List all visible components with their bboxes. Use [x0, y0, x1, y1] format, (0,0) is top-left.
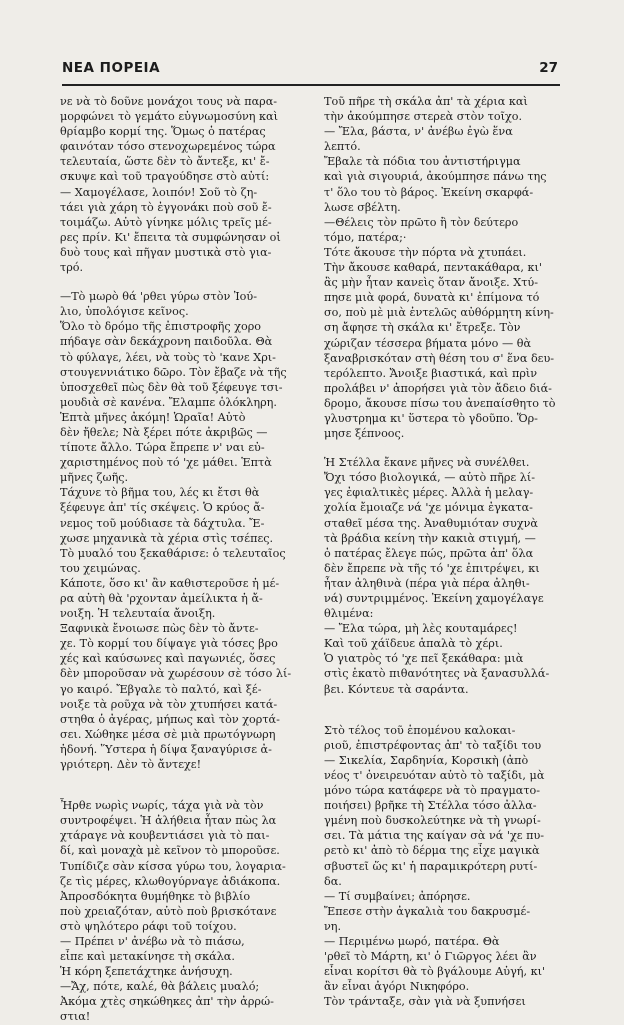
text-line: νοιξη. Ἡ τελευταία ἄνοιξη. [60, 607, 216, 621]
text-line: δὲν ἤθελε; Νὰ ξέρει πότε ἀκριβῶς — [60, 425, 268, 439]
section-gap [324, 697, 568, 723]
text-line: — Ἔλα τώρα, μὴ λὲς κουταμάρες! [324, 622, 518, 636]
text-line: τερόλεπτο. Ἄνοιξε βιαστικά, καὶ πρὶν [324, 366, 538, 380]
text-line: τὴν ἀκούμπησε στερεὰ στὸν τοῖχο. [324, 110, 523, 124]
text-line: θρίαμβο κορμί της. Ὅμως ὁ πατέρας [60, 125, 266, 139]
text-line: βει. Κόντευε τὰ σαράντα. [324, 682, 469, 696]
text-line: — Τί συμβαίνει; ἀπόρησε. [324, 889, 471, 903]
text-line: τάει γιὰ χάρη τὸ ἐγγονάκι ποὺ σοῦ ἔ- [60, 200, 272, 214]
text-line: δρομο, ἄκουσε πίσω του ἀνεπαίσθητο τὸ [324, 396, 556, 410]
text-line: Τὸ μυαλό του ξεκαθάρισε: ὁ τελευταῖος [60, 546, 286, 560]
text-line: χαριστημένος ποὺ τό 'χε μάθει. Ἑπτὰ [60, 456, 272, 470]
text-line: συντροφέψει. Ἡ ἀλήθεια ἦταν πὼς λα [60, 814, 277, 828]
text-line: ξέφευγε ἀπ' τίς σκέψεις. Ὁ κρύος ἄ- [60, 501, 265, 515]
text-line: ρετὸ κι' ἀπὸ τὸ δέρμα της εἶχε μαγικὰ [324, 844, 540, 858]
text-line: — Χαμογέλασε, λοιπόν! Σοῦ τὸ ζη- [60, 185, 258, 199]
text-line: ἡδονή. Ὕστερα ἡ δίψα ξαναγύρισε ἀ- [60, 742, 272, 756]
text-line: νε νὰ τὸ δοῦνε μονάχοι τους νὰ παρα- [60, 95, 278, 108]
text-line: — Πρέπει ν' ἀνέβω νὰ τὸ πιάσω, [60, 934, 245, 948]
left-block-2 [60, 289, 304, 772]
text-line: —Ἄχ, πότε, καλέ, θὰ βάλεις μυαλό; [60, 980, 260, 994]
text-line: μόνο τώρα κατάφερε νὰ τὸ πραγματο- [324, 784, 541, 798]
text-line: προλάβει ν' ἀπορήσει γιὰ τὸν ἄδειο διά- [324, 381, 552, 395]
text-line: μορφώνει τὸ γεμάτο εὐγνωμοσύνη καὶ [60, 110, 278, 124]
text-line: τὰ βράδια κείνη τὴν κακιὰ στιγμή, — [324, 531, 536, 545]
right-block-3 [324, 723, 568, 1010]
text-line: —Θέλεις τὸν πρῶτο ἢ τὸν δεύτερο [324, 215, 519, 229]
text-line: Κάποτε, ὅσο κι' ἂν καθιστεροῦσε ἡ μέ- [60, 576, 280, 590]
text-line: χωσε μηχανικὰ τὰ χέρια στὶς τσέπες. [60, 531, 274, 545]
text-line: τόμο, πατέρα;· [324, 230, 407, 244]
text-line: Τυπίδιζε σὰν κίσσα γύρω του, λογαρια- [60, 859, 286, 873]
text-line: σταθεῖ μέσα της. Ἀναθυμιόταν συχνὰ [324, 516, 538, 530]
text-line: πησε μιὰ φορά, δυνατὰ κι' ἐπίμονα τό [324, 291, 540, 305]
text-line: λεπτό. [324, 140, 361, 154]
text-line: ξαναβρισκόταν στὴ θέση του σ' ἕνα δευ- [324, 351, 555, 365]
text-line: λωσε σβέλτη. [324, 200, 401, 214]
text-line: τίποτε ἄλλο. Τώρα ἔπρεπε ν' ναι εὐ- [60, 441, 265, 455]
text-line: Ἡ κόρη ξεπετάχτηκε ἀνήσυχη. [60, 965, 233, 979]
text-line: ποὺ χρειαζόταν, αὐτὸ ποὺ βρισκότανε [60, 904, 277, 918]
text-line: δὲν μποροῦσαν νὰ χωρέσουν σὲ τόσο λί- [60, 667, 292, 681]
section-gap [60, 772, 304, 798]
text-line: μουδιὰ σὲ κανένα. Ἔλαμπε ὁλόκληρη. [60, 395, 277, 409]
text-line: ριοῦ, ἐπιστρέφοντας ἀπ' τὸ ταξίδι του [324, 738, 542, 752]
text-line: θλιμένα: [324, 607, 374, 621]
text-line: Καὶ τοῦ χάϊδευε ἁπαλὰ τὸ χέρι. [324, 637, 503, 651]
text-line: Στὸ τέλος τοῦ ἑπομένου καλοκαι- [324, 723, 516, 737]
text-line: νά) συντριμμένος. Ἐκείνη χαμογέλαγε [324, 592, 544, 605]
text-line: εἶπε καὶ μετακίνησε τὴ σκάλα. [60, 950, 235, 964]
text-line: — Περιμένω μωρό, πατέρα. Θὰ [324, 934, 500, 948]
text-line: στὶς ἑκατὸ πιθανότητες νὰ ξανασυλλά- [324, 667, 550, 681]
text-line: Τότε ἄκουσε τὴν πόρτα νὰ χτυπάει. [324, 245, 527, 259]
paragraph-gap [324, 441, 568, 455]
text-line: —Τὸ μωρὸ θά 'ρθει γύρω στὸν Ἰού- [60, 290, 257, 304]
text-line: 'ρθεῖ τὸ Μάρτη, κι' ὁ Γιῶργος λέει ἂν [324, 950, 537, 964]
text-line: χές καὶ καύσωνες καὶ παγωνιές, ὅσες [60, 652, 276, 666]
text-line: σκυψε καὶ τοῦ τραγούδησε στὸ αὐτί: [60, 170, 270, 184]
text-line: ρες πρίν. Κι' ἔπειτα τὰ συμφώνησαν οἱ [60, 230, 281, 244]
paragraph-gap [60, 275, 304, 289]
text-line: — Ἔλα, βάστα, ν' ἀνέβω ἐγὼ ἕνα [324, 125, 513, 139]
text-line: ρα αὐτὴ θὰ 'ρχονταν ἀμείλικτα ἡ ἄ- [60, 592, 263, 605]
text-line: δυὸ τους καὶ πῆγαν μυστικὰ στὸ για- [60, 245, 272, 259]
text-line: Ἦρθε νωρὶς νωρίς, τάχα γιὰ νὰ τὸν [60, 799, 264, 813]
text-line: Τοῦ πῆρε τὴ σκάλα ἀπ' τὰ χέρια καὶ [324, 95, 528, 108]
text-line: στὸ ψηλότερο ράφι τοῦ τοίχου. [60, 919, 237, 933]
text-line: Ὄχι τόσο βιολογικά, — αὐτὸ πῆρε λί- [324, 471, 536, 485]
text-line: Ἡ Στέλλα ἔκανε μῆνες νὰ συνέλθει. [324, 456, 530, 470]
text-line: σο, ποὺ μὲ μιὰ ἐντελῶς αὐθόρμητη κίνη- [324, 306, 554, 320]
text-line: Ἀπροσδόκητα θυμήθηκε τὸ βιβλίο [60, 889, 251, 903]
text-line: στηθα ὁ ἀγέρας, μήπως καὶ τὸν χορτά- [60, 712, 280, 726]
text-line: λιο, ὑπολόγισε κεῖνος. [60, 305, 189, 319]
text-line: ἦταν ἀληθινὰ (πέρα γιὰ πέρα ἀληθι- [324, 576, 530, 590]
header-rule [62, 84, 560, 86]
text-line: δί, καὶ μοναχὰ μὲ κεῖνον τὸ μποροῦσε. [60, 844, 280, 858]
text-line: δὲν ἔπρεπε νὰ τῆς τό 'χε ἐπιτρέψει, κι [324, 561, 540, 575]
text-line: φαινόταν τόσο στενοχωρεμένος τώρα [60, 140, 276, 154]
text-line: νοιξε τὰ ροῦχα νὰ τὸν χτυπήσει κατά- [60, 697, 278, 711]
text-line: Τὸν τράνταξε, σὰν γιὰ νὰ ξυπνήσει [324, 995, 526, 1009]
text-line: Ἔβαλε τὰ πόδια του ἀντιστήριγμα [324, 155, 521, 169]
text-line: γες ἐφιαλτικὲς μέρες. Ἀλλὰ ἡ μελαγ- [324, 486, 534, 500]
text-line: πήδαγε σὰν δεκάχρονη παιδοῦλα. Θὰ [60, 335, 273, 349]
text-line: χτάραγε νὰ κουβεντιάσει γιὰ τὸ παι- [60, 829, 270, 843]
text-line: δα. [324, 874, 342, 888]
right-block-2 [324, 455, 568, 697]
text-line: του χειμώνας. [60, 561, 141, 575]
text-line: γο καιρό. Ἔβγαλε τὸ παλτό, καὶ ξέ- [60, 682, 262, 696]
left-block-1 [60, 94, 304, 275]
left-column [60, 94, 304, 1025]
text-line: Τὴν ἄκουσε καθαρά, πεντακάθαρα, κι' [324, 261, 542, 275]
page-number: 27 [539, 60, 558, 76]
text-line: Ὁ γιατρὸς τό 'χε πεῖ ξεκάθαρα: μιὰ [324, 652, 524, 666]
text-line: γριότερη. Δὲν τὸ ἄντεχε! [60, 758, 202, 772]
text-line: ὑποσχεθεῖ πὼς δὲν θὰ τοῦ ξέφευγε τσι- [60, 380, 283, 394]
text-line: — Σικελία, Σαρδηνία, Κορσικὴ (ἀπὸ [324, 753, 529, 767]
text-line: νεμος τοῦ μούδιασε τὰ δάχτυλα. Ἔ- [60, 516, 265, 530]
text-line: καὶ γιὰ σιγουριά, ἀκούμπησε πάνω της [324, 170, 547, 184]
text-line: στια! [60, 1010, 91, 1024]
text-line: χε. Τὸ κορμί του δίψαγε γιὰ τόσες βρο [60, 637, 278, 651]
text-line: τ' ὅλο του τὸ βάρος. Ἐκείνη σκαρφά- [324, 185, 534, 199]
text-line: ποιήσει) βρῆκε τὴ Στέλλα τόσο ἀλλα- [324, 799, 537, 813]
text-line: ἂν εἶναι ἀγόρι Νικηφόρο. [324, 980, 470, 994]
text-line: Ἀκόμα χτὲς σηκώθηκες ἀπ' τὴν ἀρρώ- [60, 995, 274, 1009]
text-line: τελευταία, ὥστε δὲν τὸ ἄντεξε, κι' ἔ- [60, 155, 270, 169]
running-header [62, 60, 558, 82]
text-line: νέος τ' ὀνειρευόταν αὐτὸ τὸ ταξίδι, μὰ [324, 768, 545, 782]
text-line: γλυστρημα κι' ὕστερα τὸ γδοῦπο. Ὅρ- [324, 411, 538, 425]
text-line: τρό. [60, 261, 84, 275]
text-line: ὁ πατέρας ἔλεγε πώς, πρῶτα ἀπ' ὅλα [324, 546, 534, 560]
text-line: χώριζαν τέσσερα βήματα μόνο — θὰ [324, 336, 532, 350]
right-column [324, 94, 568, 1009]
text-line: ζε τὶς μέρες, κλωθογύρναγε ἀδιάκοπα. [60, 874, 281, 888]
text-line: μησε ξέπνοος. [324, 427, 405, 441]
right-block-1 [324, 94, 568, 441]
text-line: σει. Χώθηκε μέσα σὲ μιὰ πρωτόγνωρη [60, 727, 276, 741]
text-line: μῆνες ζωῆς. [60, 471, 129, 485]
text-line: Ὅλο τὸ δρόμο τῆς ἐπιστροφῆς χορο [60, 320, 262, 334]
text-line: Ἔπεσε στὴν ἀγκαλιὰ του δακρυσμέ- [324, 904, 531, 918]
text-line: ση ἄφησε τὴ σκάλα κι' ἔτρεξε. Τὸν [324, 321, 521, 335]
text-line: σει. Τὰ μάτια της καίγαν σὰ νά 'χε πυ- [324, 829, 545, 843]
text-line: χολία ἔμοιαζε νά 'χε μόνιμα ἐγκατα- [324, 501, 533, 515]
text-line: τοιμάζω. Αὐτὸ γίνηκε μόλις τρεῖς μέ- [60, 215, 272, 229]
text-line: στουγεννιάτικο δῶρο. Τὸν ἔβαζε νὰ τῆς [60, 365, 287, 379]
text-line: τὸ φύλαγε, λέει, νὰ τοὺς τὸ 'κανε Χρι- [60, 350, 276, 364]
text-line: Ἑπτὰ μῆνες ἀκόμη! Ὡραῖα! Αὐτὸ [60, 410, 246, 424]
text-line: ἂς μὴν ἦταν κανεὶς ὅταν ἄνοιξε. Χτύ- [324, 276, 538, 290]
text-line: σβυστεῖ ὥς κι' ἡ παραμικρότερη ρυτί- [324, 859, 538, 873]
text-line: νη. [324, 919, 342, 933]
text-line: εἶναι κορίτσι θὰ τὸ βγάλουμε Αὐγή, κι' [324, 965, 546, 979]
text-line: γμένη ποὺ δυσκολεύτηκε νὰ τὴ γνωρί- [324, 814, 541, 828]
text-line: Τάχυνε τὸ βῆμα του, λές κι ἔτσι θὰ [60, 486, 260, 500]
left-block-3 [60, 798, 304, 1024]
text-line: Ξαφνικὰ ἔνοιωσε πὼς δὲν τὸ ἄντε- [60, 622, 259, 636]
journal-title: ΝΕΑ ΠΟΡΕΙΑ [62, 60, 161, 76]
